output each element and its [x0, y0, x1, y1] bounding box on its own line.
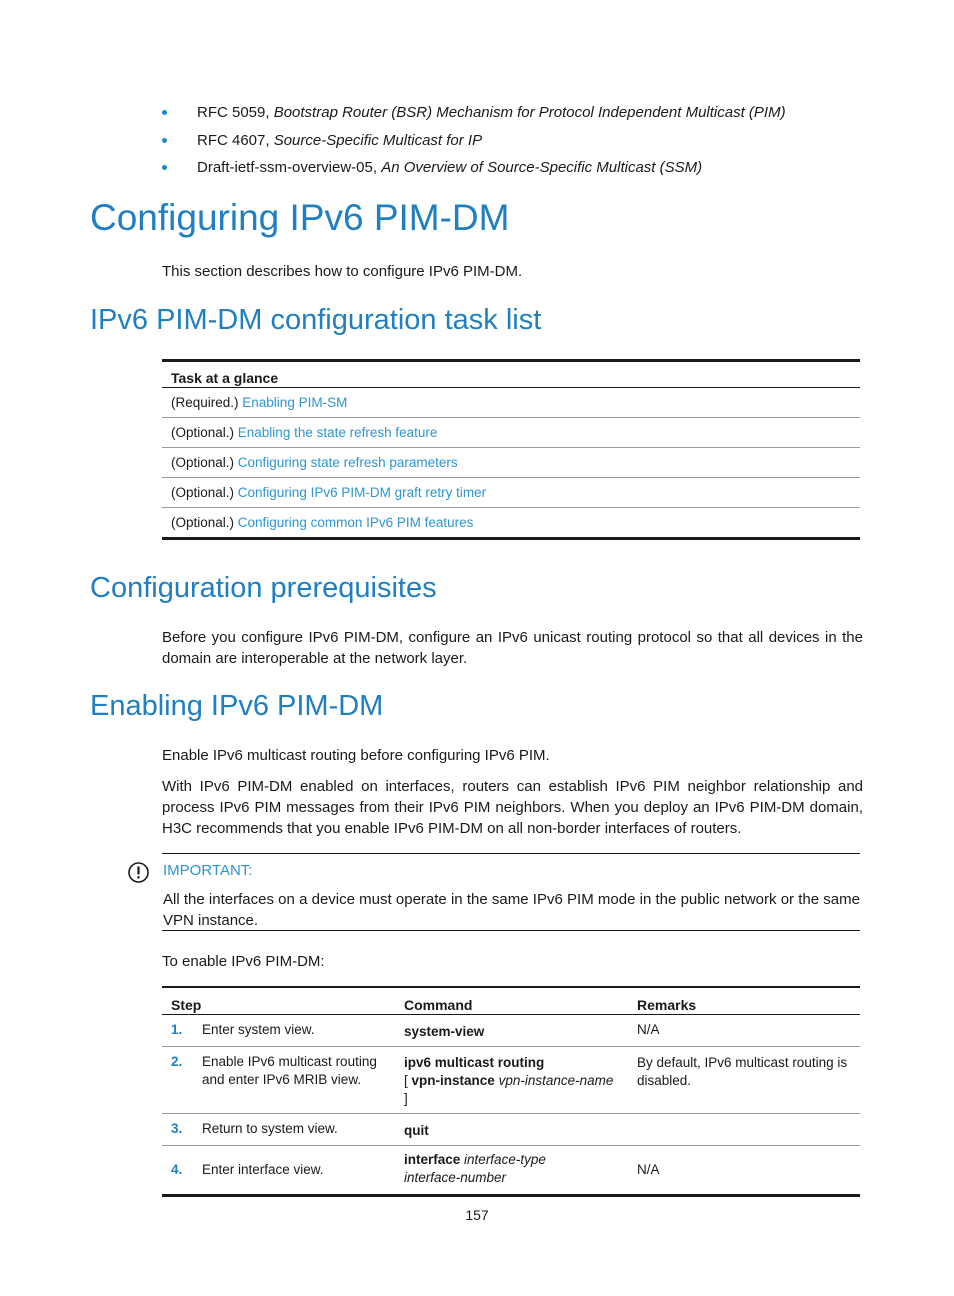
section-intro: This section describes how to configure IPv6 PIM-DM.	[162, 263, 523, 280]
table-row: (Optional.) Enabling the state refresh feature	[162, 418, 860, 448]
reference-list	[162, 99, 862, 182]
table-row: 3. Return to system view. quit	[162, 1114, 860, 1146]
table-row: (Required.) Enabling PIM-SM	[171, 395, 348, 410]
task-table-header: Task at a glance	[162, 361, 860, 388]
enabling-para-2: With IPv6 PIM-DM enabled on interfaces, routers can establish IPv6 PIM neighbor relationship and process IPv6 PIM messages from their IPv6 PIM neighbors. When you deploy an IPv6 PIM-DM domain, H3C recommends that you enable IPv6 PIM-DM on all non-border interfaces of routers.	[162, 778, 863, 837]
enabling-para-1: Enable IPv6 multicast routing before configuring IPv6 PIM.	[162, 747, 550, 764]
task-link-enabling-pim-sm[interactable]: Enabling PIM-SM	[242, 395, 348, 410]
task-link-common-pim-features[interactable]: Configuring common IPv6 PIM features	[237, 515, 474, 530]
important-label: IMPORTANT:	[163, 862, 253, 879]
table-row: 1. Enter system view. system-view N/A	[171, 1022, 660, 1039]
reference-item: Draft-ietf-ssm-overview-05, An Overview of Source-Specific Multicast (SSM)	[162, 154, 862, 182]
page-number: 157	[465, 1207, 489, 1223]
steps-header-remarks: Remarks	[628, 987, 860, 1015]
task-link-graft-retry-timer[interactable]: Configuring IPv6 PIM-DM graft retry timer	[237, 485, 487, 500]
bullet-icon	[162, 138, 167, 143]
task-table	[162, 359, 860, 540]
steps-header-step: Step	[162, 987, 395, 1015]
bullet-icon	[162, 110, 167, 115]
table-row: 2. Enable IPv6 multicast routing and enter IPv6 MRIB view. ipv6 multicast routing [ vpn-instance vpn-instance-name ] By default, IPv6 multicast routing is disabled.	[162, 1047, 860, 1114]
table-row: (Optional.) Configuring state refresh parameters	[162, 448, 860, 478]
important-text: All the interfaces on a device must operate in the same IPv6 PIM mode in the public network or the same VPN instance.	[163, 891, 860, 929]
task-list-heading: IPv6 PIM-DM configuration task list	[90, 304, 542, 336]
enabling-heading: Enabling IPv6 PIM-DM	[90, 690, 384, 722]
task-link-state-refresh-feature[interactable]: Enabling the state refresh feature	[237, 425, 438, 440]
table-row: 4. Enter interface view. interface interface-type interface-number N/A	[162, 1146, 860, 1196]
lead-in: To enable IPv6 PIM-DM:	[162, 953, 325, 970]
table-row: (Optional.) Configuring IPv6 PIM-DM graft retry timer	[162, 478, 860, 508]
reference-item: RFC 5059, Bootstrap Router (BSR) Mechanism for Protocol Independent Multicast (PIM)	[162, 99, 862, 127]
prerequisites-heading: Configuration prerequisites	[90, 572, 437, 604]
exclamation-icon	[127, 861, 150, 884]
table-row: (Optional.) Configuring common IPv6 PIM features	[162, 508, 860, 539]
steps-table	[162, 986, 860, 1197]
section-title: Configuring IPv6 PIM-DM	[90, 197, 510, 238]
bullet-icon	[162, 165, 167, 170]
task-link-state-refresh-parameters[interactable]: Configuring state refresh parameters	[237, 455, 458, 470]
important-note	[162, 853, 860, 931]
steps-header-command: Command	[395, 987, 628, 1015]
reference-item: RFC 4607, Source-Specific Multicast for IP	[162, 127, 862, 155]
prerequisites-text: Before you configure IPv6 PIM-DM, configure an IPv6 unicast routing protocol so that all devices in the domain are interoperable at the network layer.	[162, 629, 863, 667]
